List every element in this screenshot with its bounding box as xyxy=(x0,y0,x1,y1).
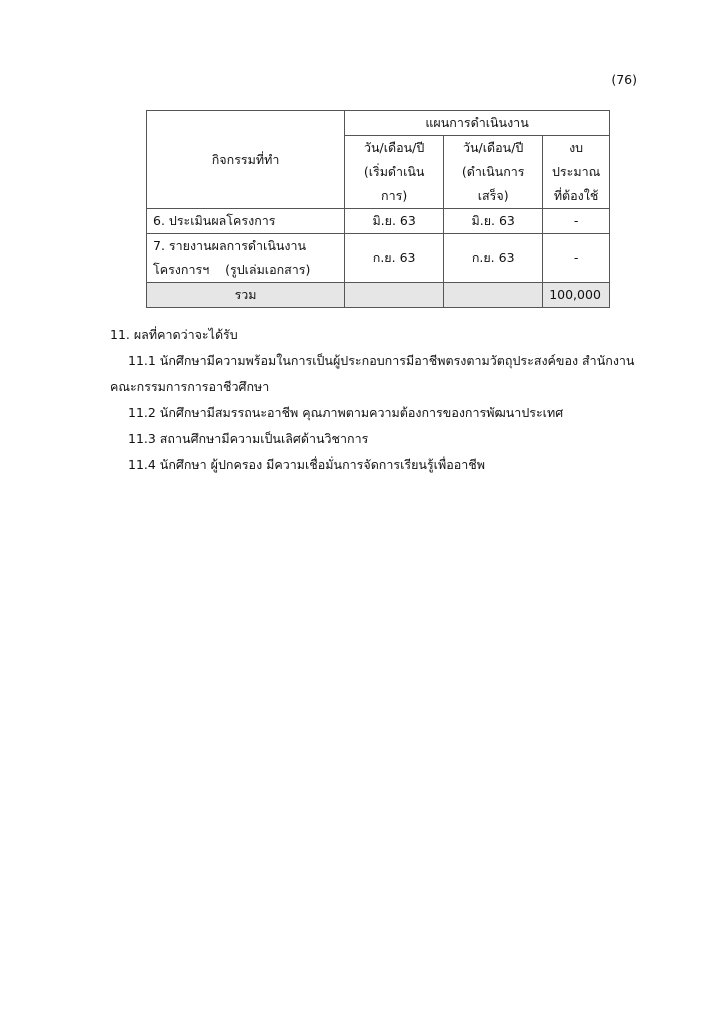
result-item-4: 11.4 นักศึกษา ผู้ปกครอง มีความเชื่อมั่นการจัดการเรียนรู้เพื่ออาชีพ xyxy=(128,457,485,472)
row-budget: - xyxy=(543,234,610,283)
row-end: ก.ย. 63 xyxy=(444,234,543,283)
result-item-2: 11.2 นักศึกษามีสมรรถนะอาชีพ คุณภาพตามความต้องการของการพัฒนาประเทศ xyxy=(128,405,564,420)
header-start-line2: (เริ่มดำเนินการ) xyxy=(363,164,425,203)
row-activity: 6. ประเมินผลโครงการ xyxy=(147,209,345,234)
expected-results-section xyxy=(110,322,635,478)
total-label: รวม xyxy=(147,283,345,308)
table-header-row xyxy=(147,111,610,136)
table-row xyxy=(147,209,610,234)
row-activity-line1: 7. รายงานผลการดำเนินงาน xyxy=(153,238,307,253)
results-heading: 11. ผลที่คาดว่าจะได้รับ xyxy=(110,327,238,342)
row-end: มิ.ย. 63 xyxy=(444,209,543,234)
page-number: (76) xyxy=(611,72,637,87)
header-budget xyxy=(543,136,610,209)
row-budget: - xyxy=(543,209,610,234)
header-budget-line2: ที่ต้องใช้ xyxy=(553,188,599,203)
activity-plan-table xyxy=(146,110,610,308)
row-start: มิ.ย. 63 xyxy=(345,209,444,234)
table-row xyxy=(147,234,610,283)
total-row xyxy=(147,283,610,308)
header-end-line1: วัน/เดือน/ปี xyxy=(462,140,524,155)
header-start-line1: วัน/เดือน/ปี xyxy=(363,140,425,155)
result-item-1-line2: คณะกรรมการการอาชีวศึกษา xyxy=(110,379,270,394)
header-budget-line1: งบประมาณ xyxy=(551,140,601,179)
row-activity xyxy=(147,234,345,283)
header-start-date xyxy=(345,136,444,209)
total-end-empty xyxy=(444,283,543,308)
total-start-empty xyxy=(345,283,444,308)
header-end-date xyxy=(444,136,543,209)
total-budget: 100,000 xyxy=(543,283,610,308)
row-activity-line2: โครงการฯ (รูปเล่มเอกสาร) xyxy=(153,262,311,277)
result-item-3: 11.3 สถานศึกษามีความเป็นเลิศด้านวิชาการ xyxy=(128,431,369,446)
result-item-1-line1: 11.1 นักศึกษามีความพร้อมในการเป็นผู้ประกอบการมีอาชีพตรงตามวัตถุประสงค์ของ สำนักงาน xyxy=(128,353,635,368)
header-end-line2: (ดำเนินการเสร็จ) xyxy=(461,164,525,203)
row-start: ก.ย. 63 xyxy=(345,234,444,283)
header-activity: กิจกรรมที่ทำ xyxy=(147,111,345,209)
header-plan-group: แผนการดำเนินงาน xyxy=(345,111,610,136)
